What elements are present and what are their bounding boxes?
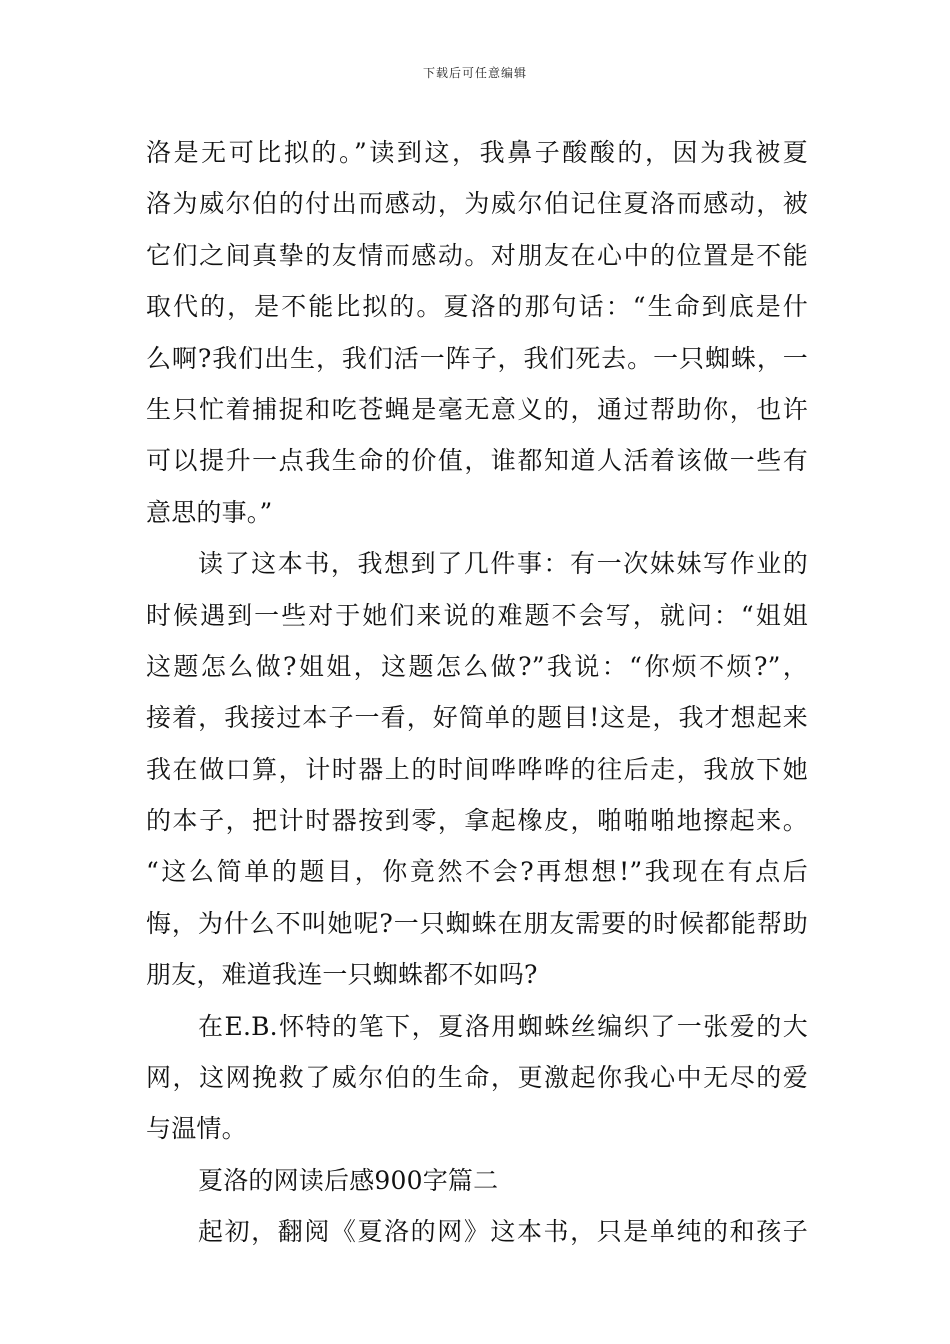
section-heading: 夏洛的网读后感900字篇二 xyxy=(198,1165,499,1195)
text-line: 么啊?我们出生，我们活一阵子，我们死去。一只蜘蛛，一 xyxy=(146,343,808,373)
text-line: 取代的，是不能比拟的。夏洛的那句话：“生命到底是什 xyxy=(146,292,808,322)
text-line: “这么简单的题目，你竟然不会?再想想!”我现在有点后 xyxy=(146,857,808,887)
text-line: 时候遇到一些对于她们来说的难题不会写，就问：“姐姐 xyxy=(146,600,808,630)
text-line: 这题怎么做?姐姐，这题怎么做?”我说：“你烦不烦?”， xyxy=(146,651,808,681)
text-line: 的本子，把计时器按到零，拿起橡皮，啪啪啪地擦起来。 xyxy=(146,806,808,836)
page-header: 下载后可任意编辑 xyxy=(422,66,527,80)
text-line: 它们之间真挚的友情而感动。对朋友在心中的位置是不能 xyxy=(146,240,808,270)
text-line: 网，这网挽救了威尔伯的生命，更激起你我心中无尽的爱 xyxy=(146,1063,808,1093)
text-line: 与温情。 xyxy=(146,1114,247,1144)
text-line: 可以提升一点我生命的价值，谁都知道人活着该做一些有 xyxy=(146,446,808,476)
text-line: 生只忙着捕捉和吃苍蝇是毫无意义的，通过帮助你，也许 xyxy=(146,394,808,424)
text-line: 意思的事。” xyxy=(146,497,273,527)
text-line: 洛为威尔伯的付出而感动，为威尔伯记住夏洛而感动，被 xyxy=(146,189,808,219)
text-line: 朋友，难道我连一只蜘蛛都不如吗? xyxy=(146,960,538,990)
paragraph-start-line: 在E.B.怀特的笔下，夏洛用蜘蛛丝编织了一张爱的大 xyxy=(198,1011,808,1041)
paragraph-start-line: 起初，翻阅《夏洛的网》这本书，只是单纯的和孩子 xyxy=(198,1217,808,1247)
document-body xyxy=(146,127,808,1258)
text-line: 我在做口算，计时器上的时间哗哗哗的往后走，我放下她 xyxy=(146,754,808,784)
paragraph-start-line: 读了这本书，我想到了几件事：有一次妹妹写作业的 xyxy=(198,549,808,579)
text-line: 接着，我接过本子一看，好简单的题目!这是，我才想起来 xyxy=(146,703,808,733)
text-line: 悔，为什么不叫她呢?一只蜘蛛在朋友需要的时候都能帮助 xyxy=(146,908,808,938)
text-line: 洛是无可比拟的。”读到这，我鼻子酸酸的，因为我被夏 xyxy=(146,138,808,167)
